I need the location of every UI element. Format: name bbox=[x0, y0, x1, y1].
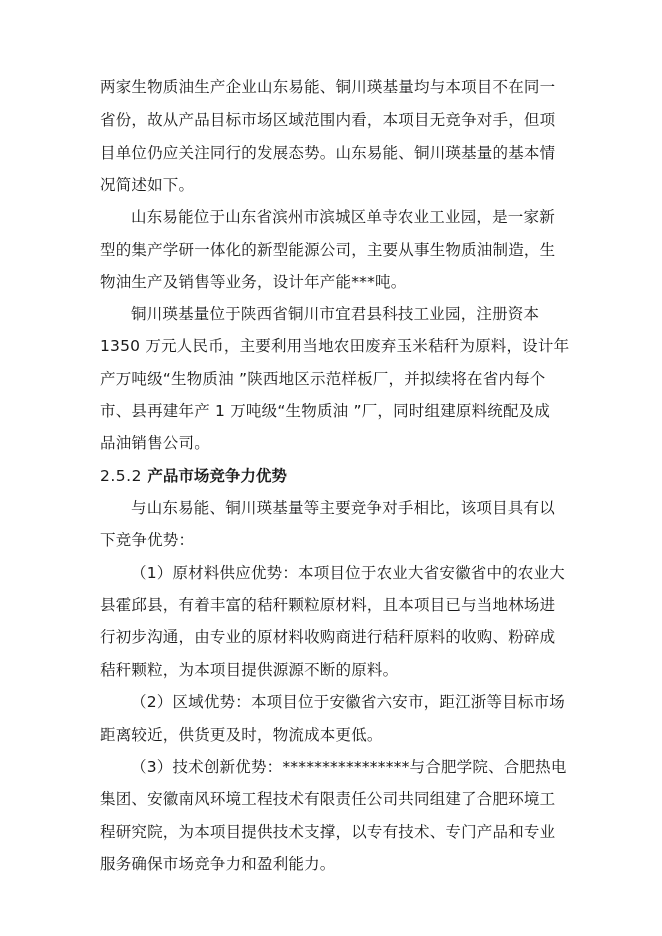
list-item-line: 服务确保市场竞争力和盈利能力。 bbox=[100, 855, 336, 873]
paragraph-line: 山东易能位于山东省滨州市滨城区单寺农业工业园，是一家新 bbox=[131, 208, 555, 226]
paragraph-line: 市、县再建年产 1 万吨级“生物质油 ”厂，同时组建原料统配及成 bbox=[100, 402, 551, 420]
paragraph-line: 下竞争优势： bbox=[100, 531, 195, 549]
list-item-line: 行初步沟通，由专业的原材料收购商进行秸秆原料的收购、粉碎成 bbox=[100, 628, 556, 646]
list-item-line: 集团、安徽南风环境工程技术有限责任公司共同组建了合肥环境工 bbox=[100, 790, 556, 808]
section-number: 2.5.2 bbox=[100, 467, 142, 485]
paragraph-line: 物油生产及销售等业务，设计年产能***吨。 bbox=[100, 273, 407, 291]
paragraph-line: 目单位仍应关注同行的发展态势。山东易能、铜川瑛基量的基本情 bbox=[100, 144, 556, 162]
paragraph-line: 产万吨级“生物质油 ”陕西地区示范样板厂，并拟续将在省内每个 bbox=[100, 370, 546, 388]
paragraph-line: 品油销售公司。 bbox=[100, 434, 210, 452]
list-item-line: （1）原材料供应优势：本项目位于农业大省安徽省中的农业大 bbox=[131, 564, 565, 582]
paragraph-line: 况简述如下。 bbox=[100, 176, 195, 194]
section-heading bbox=[100, 466, 287, 486]
list-item-line: 程研究院，为本项目提供技术支撑，以专有技术、专门产品和专业 bbox=[100, 823, 556, 841]
section-title: 产品市场竞争力优势 bbox=[147, 467, 287, 485]
paragraph-line: 型的集产学研一体化的新型能源公司，主要从事生物质油制造，生 bbox=[100, 241, 556, 259]
list-item-line: 距离较近，供货更及时，物流成本更低。 bbox=[100, 726, 383, 744]
paragraph-line: 两家生物质油生产企业山东易能、铜川瑛基量均与本项目不在同一 bbox=[100, 78, 556, 96]
list-item-line: （3）技术创新优势：****************与合肥学院、合肥热电 bbox=[131, 758, 567, 776]
paragraph-line: 与山东易能、铜川瑛基量等主要竞争对手相比，该项目具有以 bbox=[131, 499, 555, 517]
paragraph-line: 省份，故从产品目标市场区域范围内看，本项目无竞争对手，但项 bbox=[100, 111, 556, 129]
paragraph-line: 1350 万元人民币，主要利用当地农田废弃玉米秸秆为原料，设计年 bbox=[100, 337, 570, 355]
list-item-line: 秸秆颗粒，为本项目提供源源不断的原料。 bbox=[100, 661, 399, 679]
list-item-line: （2）区域优势：本项目位于安徽省六安市，距江浙等目标市场 bbox=[131, 693, 565, 711]
list-item-line: 县霍邱县，有着丰富的秸秆颗粒原材料，且本项目已与当地林场进 bbox=[100, 596, 556, 614]
paragraph-line: 铜川瑛基量位于陕西省铜川市宜君县科技工业园，注册资本 bbox=[131, 305, 540, 323]
